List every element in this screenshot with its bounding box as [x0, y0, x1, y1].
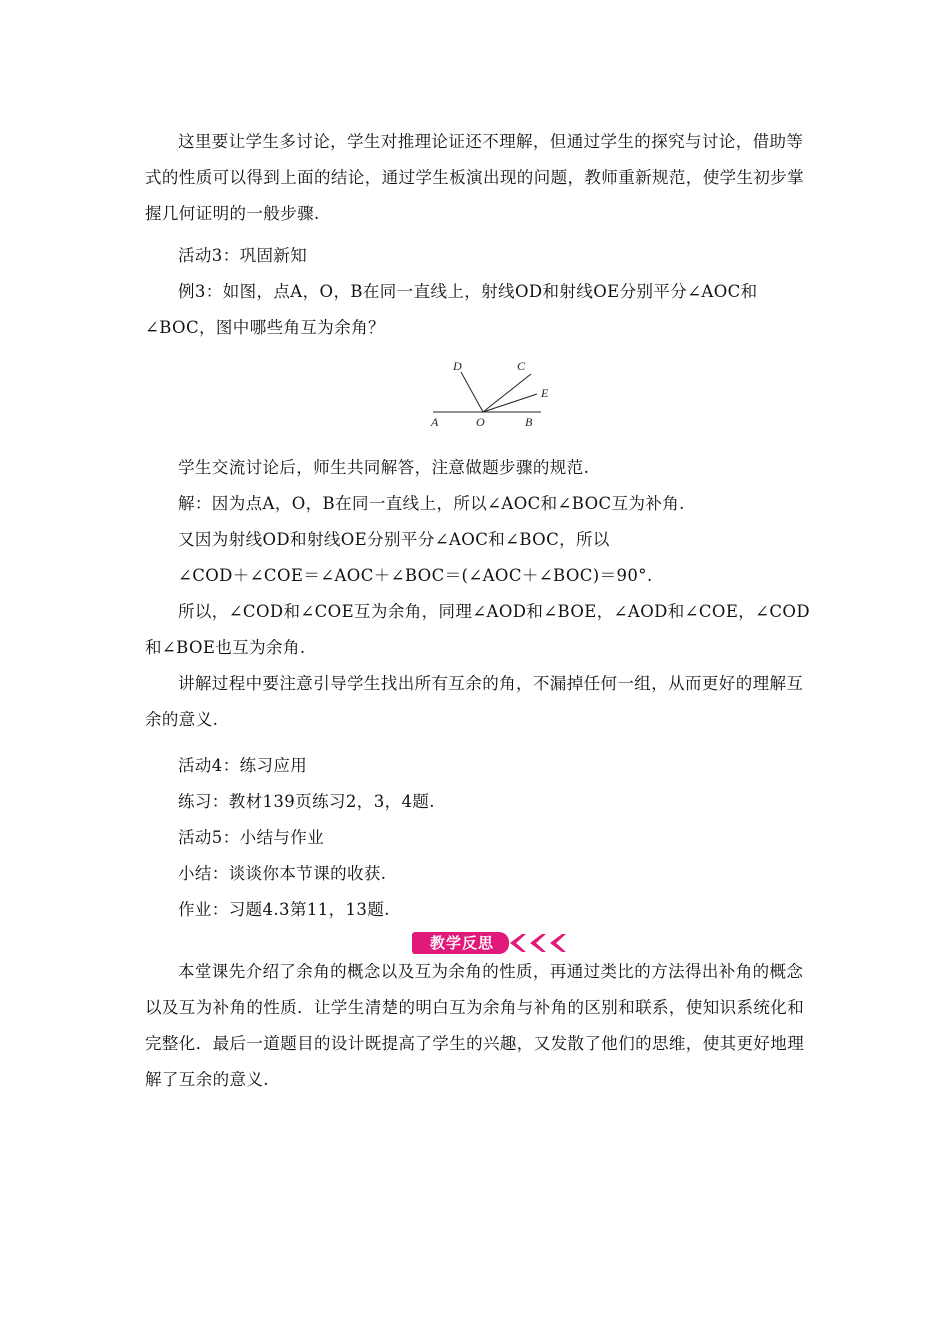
angle-diagram: [425, 358, 565, 432]
summary-line: 小结：谈谈你本节课的收获.: [178, 864, 387, 883]
intro-paragraph: 这里要让学生多讨论，学生对推理论证还不理解，但通过学生的探究与讨论，借助等式的性质可以得到上面的结论，通过学生板演出现的问题，教师重新规范，使学生初步掌握几何证明的一般步骤.: [145, 132, 805, 223]
label-d: D: [453, 359, 462, 373]
label-o: O: [476, 415, 485, 429]
section-banner: [412, 932, 577, 956]
reflection-paragraph: 本堂课先介绍了余角的概念以及互为余角的性质，再通过类比的方法得出补角的概念以及互为补角的性质．让学生清楚的明白互为余角与补角的区别和联系，使知识系统化和完整化．最后一道题目的设计既提高了学生的兴趣，又发散了他们的思维，使其更好地理解了互余的意义.: [145, 962, 805, 1089]
note-paragraph: 讲解过程中要注意引导学生找出所有互余的角，不漏掉任何一组，从而更好的理解互余的意义.: [145, 674, 804, 729]
ray-oe: [483, 394, 537, 412]
ray-oc: [483, 374, 531, 412]
example3-paragraph: 例3：如图，点A，O，B在同一直线上，射线OD和射线OE分别平分∠AOC和∠BOC，图中哪些角互为余角？: [145, 282, 758, 337]
solution-line-4: 所以，∠COD和∠COE互为余角，同理∠AOD和∠BOE，∠AOD和∠COE，∠COD和∠BOE也互为余角.: [145, 602, 810, 657]
exercise-line: 练习：教材139页练习2，3，4题.: [178, 792, 435, 811]
label-e: E: [541, 386, 549, 400]
homework-line: 作业：习题4.3第11，13题.: [178, 900, 390, 919]
banner-label: 教学反思: [429, 934, 494, 952]
solution-line-2: 又因为射线OD和射线OE分别平分∠AOC和∠BOC，所以: [178, 530, 610, 549]
chevron-left-icon: [508, 932, 578, 954]
discuss-paragraph: 学生交流讨论后，师生共同解答，注意做题步骤的规范.: [178, 458, 590, 477]
ray-od: [461, 372, 483, 412]
label-a: A: [431, 415, 439, 429]
solution-line-3: ∠COD＋∠COE＝∠AOC＋∠BOC＝(∠AOC＋∠BOC)＝90°.: [178, 566, 653, 585]
activity3-heading: 活动3：巩固新知: [178, 246, 308, 265]
label-c: C: [517, 359, 526, 373]
label-b: B: [525, 415, 533, 429]
activity5-heading: 活动5：小结与作业: [178, 828, 325, 847]
solution-line-1: 解：因为点A，O，B在同一直线上，所以∠AOC和∠BOC互为补角.: [178, 494, 685, 513]
activity4-heading: 活动4：练习应用: [178, 756, 308, 775]
